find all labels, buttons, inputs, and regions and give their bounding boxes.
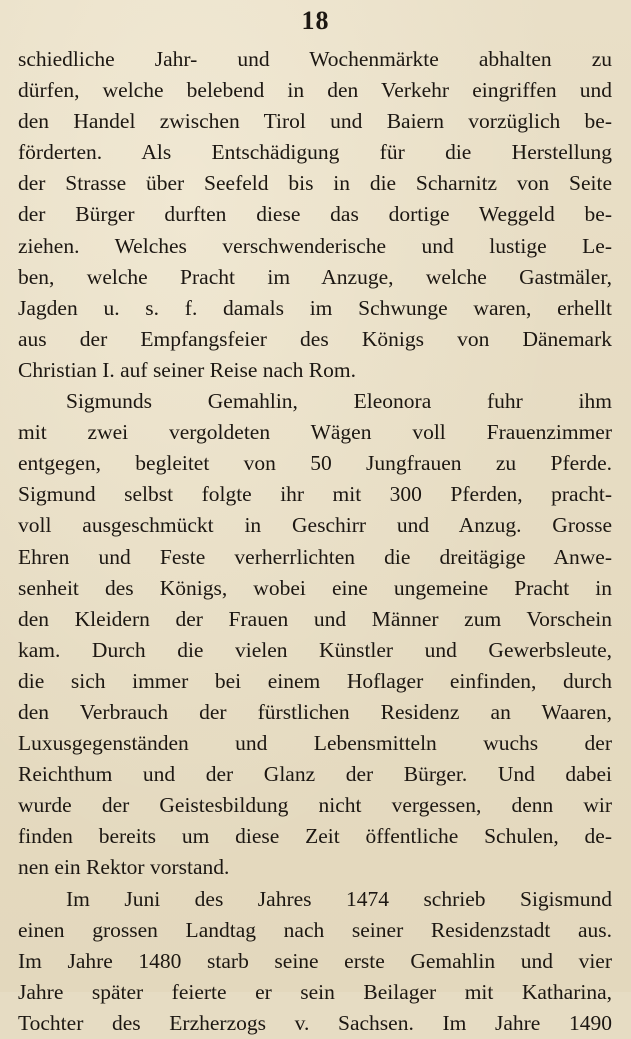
text-line: den Handel zwischen Tirol und Baiern vorzüglich be- — [18, 109, 612, 134]
text-line: nen ein Rektor vorstand. — [18, 855, 230, 880]
text-line: einen grossen Landtag nach seiner Residenzstadt aus. — [18, 917, 612, 942]
text-line: schiedliche Jahr- und Wochenmärkte abhalten zu — [18, 47, 612, 71]
text-line: senheit des Königs, wobei eine ungemeine Pracht in — [18, 575, 612, 600]
text-line: die sich immer bei einem Hoflager einfinden, durch — [18, 668, 612, 693]
text-line: den Kleidern der Frauen und Männer zum Vorschein — [18, 606, 612, 631]
text-line: Tochter des Erzherzogs v. Sachsen. Im Jahre 1490 — [18, 1010, 612, 1035]
text-line: der Strasse über Seefeld bis in die Scharnitz von Seite — [18, 171, 612, 196]
text-line: kam. Durch die vielen Künstler und Gewerbsleute, — [18, 637, 612, 662]
text-line: ben, welche Pracht im Anzuge, welche Gastmäler, — [18, 264, 612, 289]
text-line: voll ausgeschmückt in Geschirr und Anzug. Grosse — [18, 513, 612, 538]
text-line: Sigmunds Gemahlin, Eleonora fuhr ihm — [66, 389, 612, 414]
text-line: finden bereits um diese Zeit öffentliche Schulen, de- — [18, 824, 612, 849]
page-number: 18 — [301, 6, 330, 35]
text-line: Luxusgegenständen und Lebensmitteln wuchs der — [18, 731, 612, 756]
text-line: wurde der Geistesbildung nicht vergessen, denn wir — [18, 793, 612, 818]
text-line: ziehen. Welches verschwenderische und lustige Le- — [18, 233, 612, 258]
text-line: Jahre später feierte er sein Beilager mit Katharina, — [18, 979, 612, 1004]
text-line: Ehren und Feste verherrlichten die dreitägige Anwe- — [18, 544, 612, 569]
text-line: Sigmund selbst folgte ihr mit 300 Pferden, pracht- — [18, 482, 612, 507]
text-line: förderten. Als Entschädigung für die Herstellung — [18, 140, 612, 165]
text-line: dürfen, welche belebend in den Verkehr eingriffen und — [18, 78, 612, 103]
text-line: Christian I. auf seiner Reise nach Rom. — [18, 357, 356, 382]
text-line: den Verbrauch der fürstlichen Residenz an Waaren, — [18, 699, 612, 724]
text-line: mit zwei vergoldeten Wägen voll Frauenzimmer — [18, 420, 612, 445]
body-text — [18, 44, 612, 1039]
text-line: Reichthum und der Glanz der Bürger. Und dabei — [18, 762, 612, 787]
text-line: der Bürger durften diese das dortige Weggeld be- — [18, 202, 612, 227]
text-line: entgegen, begleitet von 50 Jungfrauen zu Pferde. — [18, 451, 612, 476]
text-line: Jagden u. s. f. damals im Schwunge waren, erhellt — [18, 295, 612, 320]
text-line: Im Jahre 1480 starb seine erste Gemahlin und vier — [18, 948, 612, 973]
text-line: Im Juni des Jahres 1474 schrieb Sigismund — [66, 886, 612, 911]
text-line: aus der Empfangsfeier des Königs von Dänemark — [18, 326, 612, 351]
